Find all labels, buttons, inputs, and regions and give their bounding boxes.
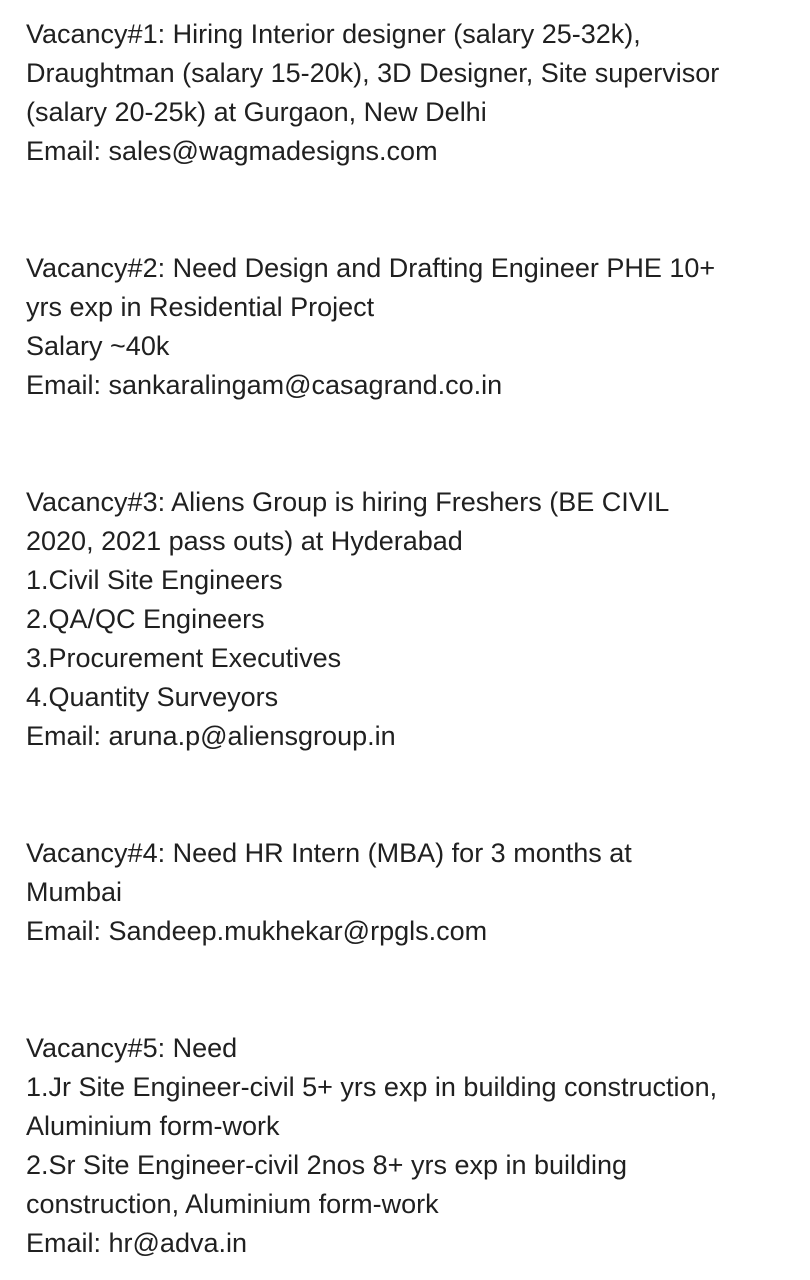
vacancy-2-email: Email: sankaralingam@casagrand.co.in: [26, 370, 503, 400]
vacancy-5-role: 2.Sr Site Engineer-civil 2nos 8+ yrs exp in building: [26, 1150, 628, 1180]
vacancy-3-role: 4.Quantity Surveyors: [26, 682, 279, 712]
vacancy-1-text: Draughtman (salary 15-20k), 3D Designer, Site supervisor: [26, 58, 720, 88]
vacancy-block-4: [26, 834, 810, 951]
vacancy-block-2: [26, 249, 810, 405]
vacancy-1-email: Email: sales@wagmadesigns.com: [26, 136, 438, 166]
vacancy-4-email: Email: Sandeep.mukhekar@rpgls.com: [26, 916, 488, 946]
vacancy-3-email: Email: aruna.p@aliensgroup.in: [26, 721, 396, 751]
vacancy-1-heading: Vacancy#1: Hiring Interior designer (salary 25-32k),: [26, 19, 641, 49]
vacancy-3-heading: Vacancy#3: Aliens Group is hiring Freshers (BE CIVIL: [26, 487, 670, 517]
vacancy-3-text: 2020, 2021 pass outs) at Hyderabad: [26, 526, 463, 556]
vacancy-5-email: Email: hr@adva.in: [26, 1228, 247, 1258]
vacancy-5-heading: Vacancy#5: Need: [26, 1033, 238, 1063]
vacancy-4-heading: Vacancy#4: Need HR Intern (MBA) for 3 months at: [26, 838, 632, 868]
vacancy-5-text: Aluminium form-work: [26, 1111, 280, 1141]
vacancy-3-role: 1.Civil Site Engineers: [26, 565, 283, 595]
vacancy-2-salary: Salary ~40k: [26, 331, 170, 361]
vacancy-1-text: (salary 20-25k) at Gurgaon, New Delhi: [26, 97, 487, 127]
vacancy-3-role: 3.Procurement Executives: [26, 643, 342, 673]
vacancy-5-role: 1.Jr Site Engineer-civil 5+ yrs exp in building construction,: [26, 1072, 718, 1102]
vacancy-5-text: construction, Aluminium form-work: [26, 1189, 439, 1219]
vacancy-block-5: [26, 1029, 810, 1263]
vacancy-block-1: [26, 15, 810, 171]
vacancy-3-role: 2.QA/QC Engineers: [26, 604, 265, 634]
vacancy-4-text: Mumbai: [26, 877, 123, 907]
vacancy-block-3: [26, 483, 810, 756]
vacancy-2-heading: Vacancy#2: Need Design and Drafting Engineer PHE 10+: [26, 253, 716, 283]
vacancy-2-text: yrs exp in Residential Project: [26, 292, 375, 322]
